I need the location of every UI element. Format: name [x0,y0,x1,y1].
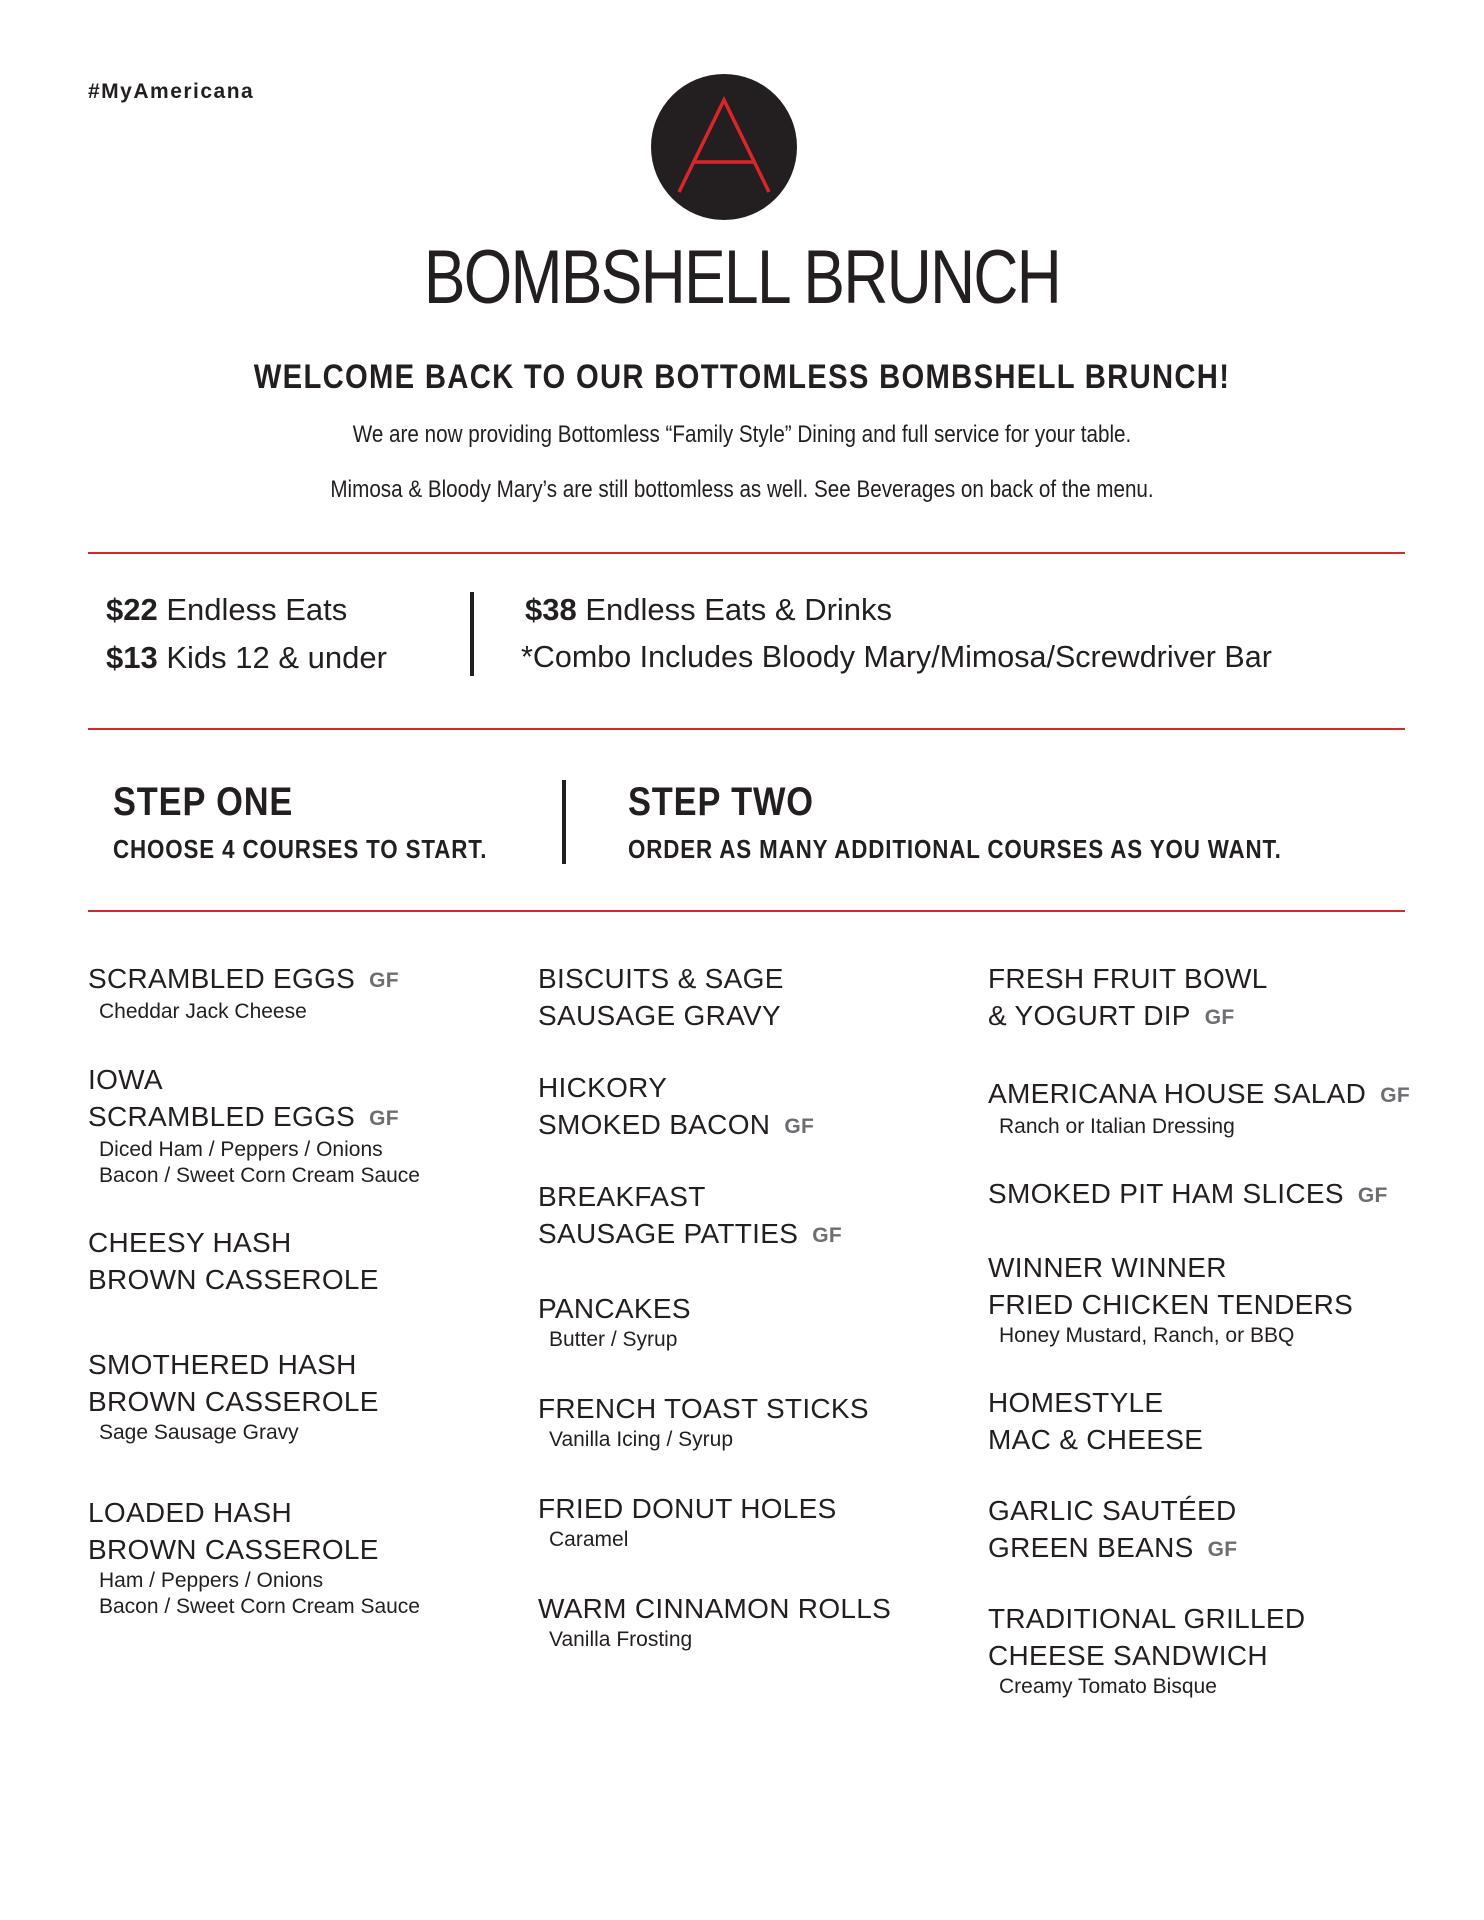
americana-logo [651,74,797,220]
price-kids [106,642,387,673]
gf-badge: GF [812,1224,842,1247]
menu-item [988,1175,1388,1214]
price-label: Kids 12 & under [166,640,387,675]
item-name: BROWN CASSEROLE [88,1264,379,1295]
letter-a-logo-icon [651,74,797,220]
item-name: CHEESE SANDWICH [988,1640,1268,1671]
step-one-subtitle: CHOOSE 4 COURSES TO START. [113,834,488,864]
price-endless-eats [106,594,347,625]
gf-badge: GF [1207,1538,1238,1561]
divider-1 [88,552,1405,554]
item-name: SCRAMBLED EGGS GF [88,963,399,994]
item-name: FRIED CHICKEN TENDERS [988,1289,1354,1320]
item-description: Bacon / Sweet Corn Cream Sauce [99,1164,420,1187]
divider-2 [88,728,1405,730]
item-name: MAC & CHEESE [988,1424,1204,1455]
menu-item [988,1249,1353,1349]
price-amount: $13 [106,640,158,675]
welcome-heading: WELCOME BACK TO OUR BOTTOMLESS BOMBSHELL BRUNCH! [253,358,1231,396]
item-name: CHEESY HASH [88,1227,292,1258]
intro-line-2: Mimosa & Bloody Mary’s are still bottomless as well. See Beverages on back of the menu. [330,476,1154,503]
steps-separator [562,780,566,864]
item-description: Ranch or Italian Dressing [999,1115,1235,1138]
item-name: PANCAKES [538,1293,691,1324]
price-eats-drinks [525,594,892,625]
item-name: IOWA [88,1064,163,1095]
item-name: HICKORY [538,1072,668,1103]
hashtag: #MyAmericana [88,80,255,103]
combo-note [521,642,1272,673]
item-name: FRIED DONUT HOLES [538,1493,837,1524]
gf-badge: GF [369,1107,399,1130]
gf-badge: GF [1357,1184,1388,1207]
item-name: WARM CINNAMON ROLLS [538,1593,892,1624]
item-name: AMERICANA HOUSE SALAD GF [988,1078,1410,1109]
item-description: Caramel [549,1528,629,1551]
item-name: SMOKED BACON GF [538,1109,815,1140]
item-name: HOMESTYLE [988,1387,1164,1418]
item-name: WINNER WINNER [988,1252,1227,1283]
item-description: Bacon / Sweet Corn Cream Sauce [99,1595,420,1618]
item-name: BROWN CASSEROLE [88,1534,379,1565]
step-two-subtitle: ORDER AS MANY ADDITIONAL COURSES AS YOU WANT. [628,834,1282,864]
item-name: FRENCH TOAST STICKS [538,1393,869,1424]
item-name: TRADITIONAL GRILLED [988,1603,1306,1634]
price-label: *Combo Includes Bloody Mary/Mimosa/Screwdriver Bar [521,640,1272,674]
menu-item [88,1061,420,1189]
item-description: Ham / Peppers / Onions [99,1569,324,1592]
item-name: SAUSAGE PATTIES GF [538,1218,842,1249]
item-description: Honey Mustard, Ranch, or BBQ [999,1324,1295,1347]
menu-item [538,960,784,1034]
menu-item [538,1590,891,1653]
item-name: SMOTHERED HASH [88,1349,357,1380]
menu-item [988,1384,1203,1458]
menu-item [88,1346,379,1446]
gf-badge: GF [369,969,399,992]
menu-item [88,1494,420,1620]
menu-item [88,960,399,1025]
intro-line-1: We are now providing Bottomless “Family Style” Dining and full service for your table. [352,421,1132,448]
item-name: BREAKFAST [538,1181,706,1212]
page-title: BOMBSHELL BRUNCH [423,235,1061,320]
item-name: LOADED HASH [88,1497,293,1528]
item-name: GREEN BEANS GF [988,1532,1238,1563]
item-name: & YOGURT DIP GF [988,1000,1235,1031]
item-name: FRESH FRUIT BOWL [988,963,1268,994]
gf-badge: GF [784,1115,815,1138]
menu-item [988,1492,1237,1568]
gf-badge: GF [1380,1084,1410,1107]
divider-3 [88,910,1405,912]
menu-item [988,1075,1410,1140]
menu-item [988,960,1268,1036]
item-description: Butter / Syrup [549,1328,678,1351]
price-label: Endless Eats [166,592,348,627]
menu-item [538,1290,691,1353]
item-name: GARLIC SAUTÉED [988,1495,1237,1526]
item-description: Sage Sausage Gravy [99,1421,299,1444]
menu-item [538,1390,869,1453]
step-one-title: STEP ONE [113,780,294,824]
item-name: SAUSAGE GRAVY [538,1000,782,1031]
price-label: Endless Eats & Drinks [585,592,893,627]
menu-item [88,1224,379,1298]
item-name: BROWN CASSEROLE [88,1386,379,1417]
menu-item [538,1069,814,1145]
menu-item [538,1490,837,1553]
price-amount: $22 [106,592,158,627]
item-description: Diced Ham / Peppers / Onions [99,1138,383,1161]
item-description: Cheddar Jack Cheese [99,1000,307,1023]
pricing-separator [470,592,474,676]
item-name: SMOKED PIT HAM SLICES GF [988,1178,1388,1209]
gf-badge: GF [1204,1006,1235,1029]
price-amount: $38 [525,592,577,627]
menu-item [538,1178,842,1254]
item-description: Vanilla Frosting [549,1628,693,1651]
item-name: SCRAMBLED EGGS GF [88,1101,399,1132]
step-two-title: STEP TWO [628,780,814,824]
item-name: BISCUITS & SAGE [538,963,784,994]
item-description: Vanilla Icing / Syrup [549,1428,734,1451]
menu-item [988,1600,1305,1700]
item-description: Creamy Tomato Bisque [999,1675,1217,1698]
